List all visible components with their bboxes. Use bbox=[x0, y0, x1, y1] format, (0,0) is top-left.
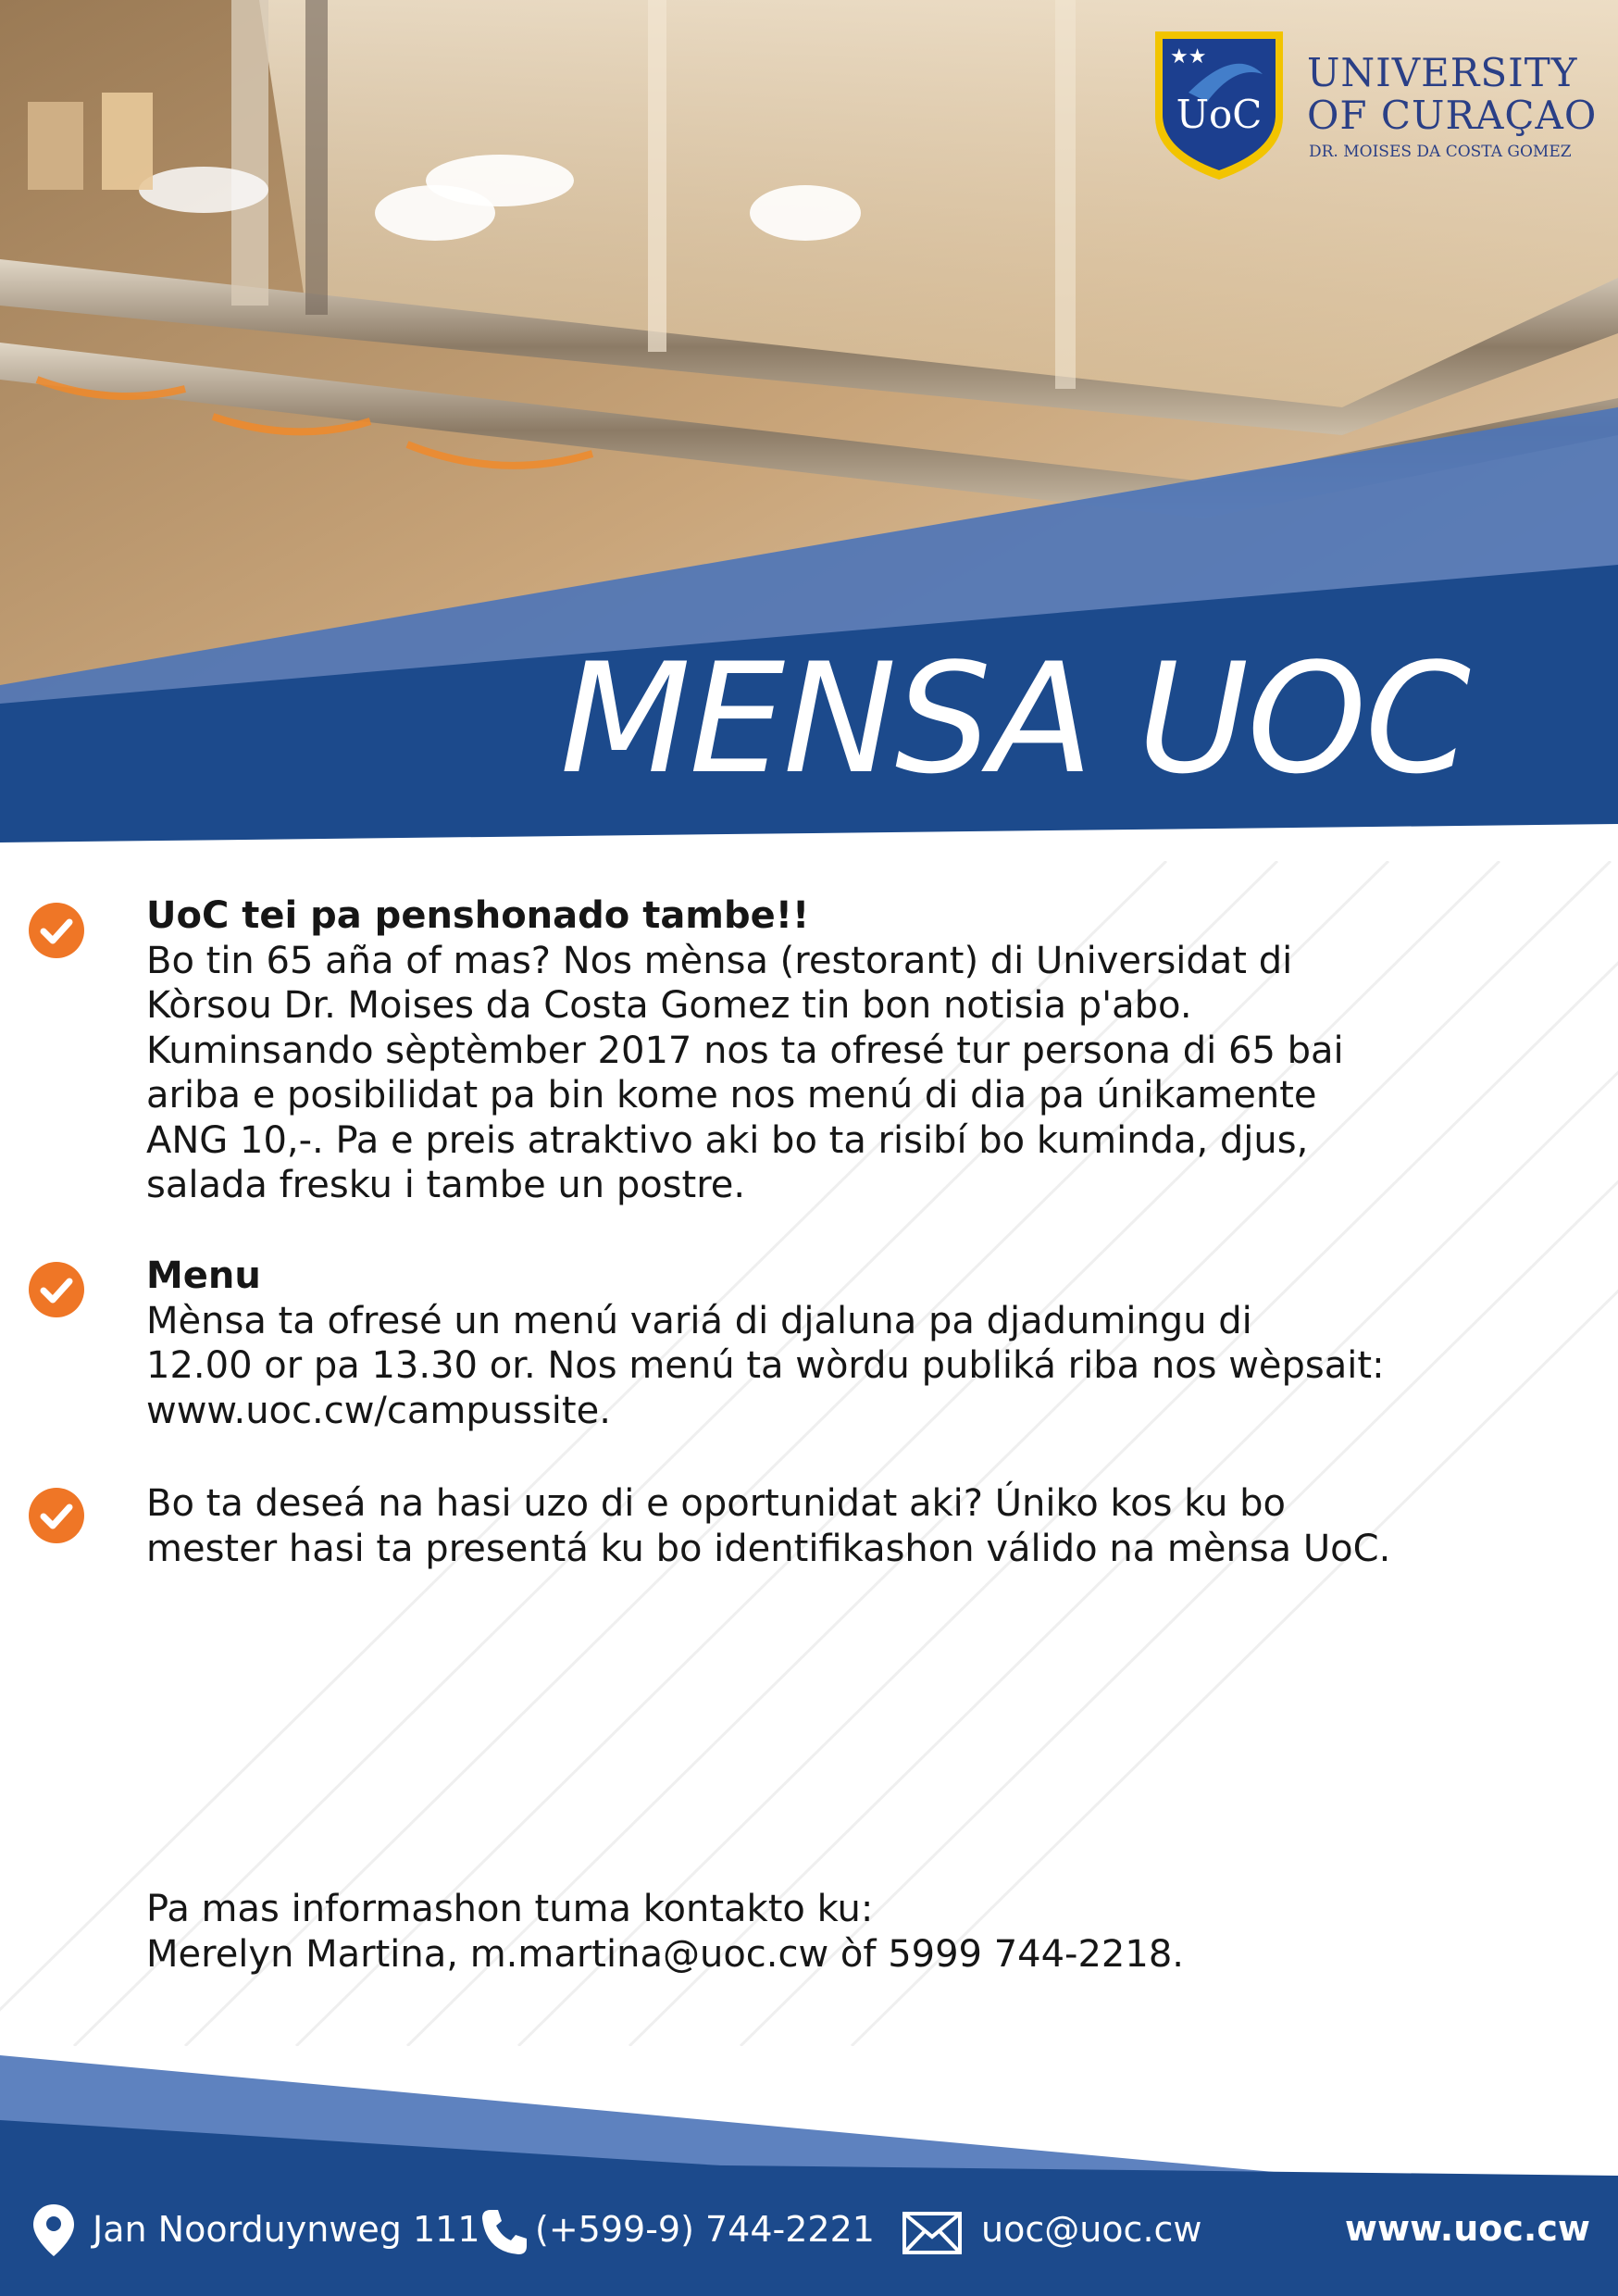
section-pensioners bbox=[146, 893, 1590, 1208]
university-logo bbox=[1151, 24, 1605, 191]
section-body: Bo tin 65 aña of mas? Nos mènsa (restorant) di Universidat di Kòrsou Dr. Moises da Costa Gomez tin bon notisia p'abo. Kuminsando sèptèmber 2017 nos ta ofresé tur persona di 65 bai ariba e posibilidat pa bin kome nos menú di dia pa únikamente ANG 10,-. Pa e preis atraktivo aki bo ta risibí bo kuminda, djus, salada fresku i tambe un postre. bbox=[146, 939, 1344, 1206]
footer-email: uoc@uoc.cw bbox=[981, 2209, 1202, 2250]
section-heading: Menu bbox=[146, 1254, 261, 1297]
section-body: Bo ta deseá na hasi uzo di e oportunidat aki? Úniko kos ku bo mester hasi ta presentá ku bo identifikashon válido na mènsa UoC. bbox=[146, 1482, 1391, 1570]
section-heading: UoC tei pa penshonado tambe!! bbox=[146, 894, 810, 937]
contact-info bbox=[146, 1887, 1184, 1977]
logo-university-line3: DR. MOISES DA COSTA GOMEZ bbox=[1309, 143, 1572, 161]
checkmark-icon bbox=[28, 1487, 85, 1544]
logo-university-line1: UNIVERSITY bbox=[1307, 50, 1578, 95]
footer-website[interactable]: www.uoc.cw bbox=[1344, 2208, 1590, 2249]
contact-line2: Merelyn Martina, m.martina@uoc.cw òf 5999 744-2218. bbox=[146, 1932, 1184, 1976]
section-usage bbox=[146, 1481, 1590, 1571]
logo-university-line2: OF CURAÇAO bbox=[1307, 93, 1598, 138]
footer-phone: (+599-9) 744-2221 bbox=[535, 2209, 875, 2250]
page-title: MENSA UOC bbox=[560, 630, 1469, 807]
envelope-icon bbox=[902, 2211, 963, 2255]
phone-icon bbox=[479, 2207, 529, 2257]
contact-line1: Pa mas informashon tuma kontakto ku: bbox=[146, 1888, 874, 1930]
checkmark-icon bbox=[28, 902, 85, 959]
checkmark-icon bbox=[28, 1261, 85, 1318]
footer-band bbox=[0, 2037, 1618, 2296]
shield-icon bbox=[1151, 28, 1287, 183]
location-pin-icon bbox=[31, 2202, 76, 2258]
section-body: Mènsa ta ofresé un menú variá di djaluna pa djadumingu di 12.00 or pa 13.30 or. Nos menú ta wòrdu publiká riba nos wèpsait: www.uoc.cw/campussite. bbox=[146, 1299, 1385, 1432]
svg-text:★★: ★★ bbox=[1170, 45, 1207, 69]
logo-monogram: UoC bbox=[1176, 92, 1263, 137]
footer-address: Jan Noorduynweg 111 bbox=[93, 2209, 480, 2250]
section-menu bbox=[146, 1254, 1590, 1433]
